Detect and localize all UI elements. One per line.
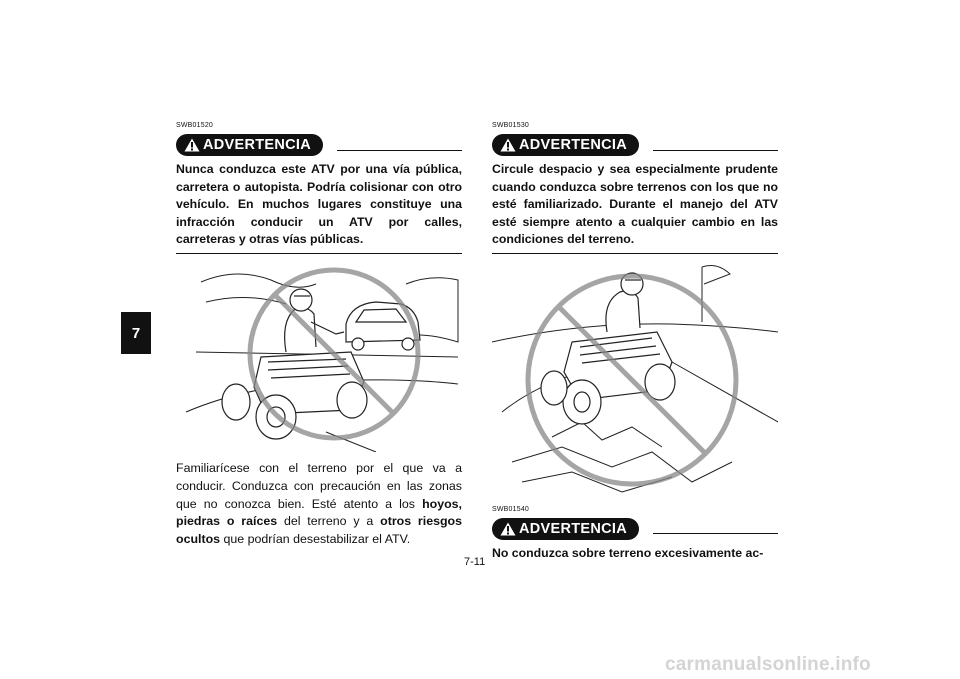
warning-header bbox=[176, 134, 462, 156]
atv-road-prohibited-illustration bbox=[176, 262, 462, 452]
warning-badge-2 bbox=[492, 518, 639, 540]
warning-header-1 bbox=[492, 134, 778, 156]
body-bold-hazards: hoyos, piedras o raíces bbox=[176, 496, 462, 529]
car bbox=[346, 302, 420, 350]
warning-badge bbox=[176, 134, 323, 156]
warning-code: SWB01520 bbox=[176, 122, 214, 129]
body-text-1: Familiarícese con el terreno por el que va a conducir. Conduzca con precaución en las zonas que no conozca bien. Esté atento a los bbox=[176, 460, 462, 511]
warning-text-2: No conduzca sobre terreno excesivamente ac- bbox=[492, 545, 764, 560]
warning-triangle-icon bbox=[500, 522, 516, 536]
warning-text: Nunca conduzca este ATV por una vía pública, carretera o autopista. Podría colisionar con otro vehículo. En muchos lugares constituye una infracción conducir un ATV por calles, carreteras y otras vías públicas. bbox=[176, 161, 462, 254]
chapter-tab bbox=[121, 312, 151, 354]
chapter-number: 7 bbox=[131, 324, 141, 342]
warning-badge-1 bbox=[492, 134, 639, 156]
warning-label: ADVERTENCIA bbox=[203, 137, 312, 153]
warning-triangle-icon bbox=[500, 138, 516, 152]
right-column bbox=[492, 122, 778, 567]
left-column bbox=[176, 122, 462, 549]
body-text-3: que podrían desestabilizar el ATV. bbox=[220, 532, 411, 547]
header-rule-1 bbox=[653, 150, 778, 151]
warning-code-2: SWB01540 bbox=[492, 505, 530, 513]
body-text-2: del terreno y a bbox=[277, 514, 381, 529]
warning-text-1: Circule despacio y sea especialmente prudente cuando conduzca sobre terrenos con los que no esté familiarizado. Durante el manejo del ATV esté siempre atento a cualquier cambio en las condiciones del terreno. bbox=[492, 161, 778, 254]
warning-triangle-icon bbox=[184, 138, 200, 152]
warning-code-1: SWB01530 bbox=[492, 122, 530, 129]
page-number: 7-11 bbox=[464, 556, 486, 568]
warning-label-2: ADVERTENCIA bbox=[519, 520, 628, 537]
warning-header-2 bbox=[492, 518, 778, 540]
atv-rough-terrain-prohibited-illustration bbox=[492, 262, 778, 498]
watermark: carmanualsonline.info bbox=[665, 654, 871, 675]
body-paragraph bbox=[176, 460, 462, 549]
warning-label-1: ADVERTENCIA bbox=[519, 137, 628, 153]
body-bold-hidden-risks: otros riesgos ocultos bbox=[176, 514, 463, 547]
header-rule-2 bbox=[653, 533, 778, 534]
header-rule bbox=[337, 150, 462, 151]
